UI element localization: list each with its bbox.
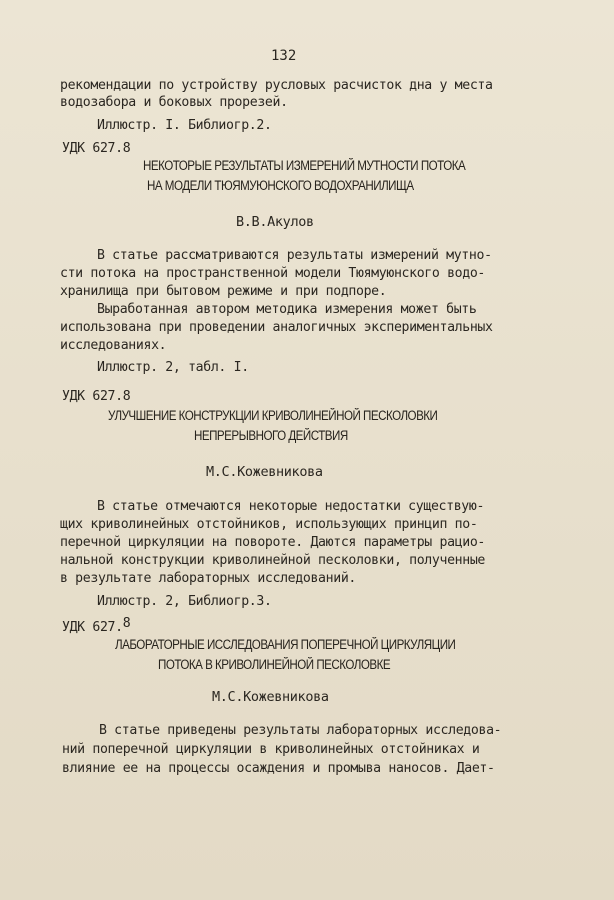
abstract-line: Выработанная автором методика измерения может быть: [97, 302, 477, 317]
abstract-line: В статье отмечаются некоторые недостатки существую-: [97, 499, 485, 514]
article-title-line: НЕПРЕРЫВНОГО ДЕЙСТВИЯ: [194, 428, 348, 443]
udk-code: [62, 616, 131, 636]
page-number: 132: [271, 48, 297, 64]
article-title-line: НЕКОТОРЫЕ РЕЗУЛЬТАТЫ ИЗМЕРЕНИЙ МУТНОСТИ ПОТОКА: [143, 158, 466, 173]
article-title-line: УЛУЧШЕНИЕ КОНСТРУКЦИИ КРИВОЛИНЕЙНОЙ ПЕСКОЛОВКИ: [108, 408, 438, 423]
abstract-line: влияние ее на процессы осаждения и промыва наносов. Дает-: [62, 761, 495, 776]
article-refs: Иллюстр. 2, табл. I.: [97, 360, 249, 375]
abstract-line: нальной конструкции криволинейной песколовки, полученные: [60, 553, 486, 568]
udk-code-base: УДК 627.: [62, 620, 123, 635]
article-refs: Иллюстр. 2, Библиогр.3.: [97, 594, 272, 609]
abstract-line: перечной циркуляции на повороте. Даются параметры рацио-: [60, 535, 486, 550]
abstract-line: в результате лабораторных исследований.: [60, 571, 356, 586]
abstract-line: сти потока на пространственной модели Тюямуюнского водо-: [60, 266, 486, 281]
abstract-line: В статье приведены результаты лабораторных исследова-: [99, 723, 502, 738]
abstract-line: щих криволинейных отстойников, использующих принцип по-: [60, 517, 478, 532]
prev-abstract-line: водозабора и боковых прорезей.: [60, 95, 288, 110]
abstract-line: хранилища при бытовом режиме и при подпоре.: [60, 284, 387, 299]
article-title-line: ПОТОКА В КРИВОЛИНЕЙНОЙ ПЕСКОЛОВКЕ: [158, 657, 391, 672]
article-author: М.С.Кожевникова: [206, 464, 323, 480]
udk-code: УДК 627.8: [62, 389, 131, 404]
article-author: В.В.Акулов: [236, 214, 314, 230]
prev-abstract-line: рекомендации по устройству русловых расчисток дна у места: [60, 78, 493, 93]
article-title-line: ЛАБОРАТОРНЫЕ ИССЛЕДОВАНИЯ ПОПЕРЕЧНОЙ ЦИРКУЛЯЦИИ: [115, 637, 456, 652]
abstract-line: ний поперечной циркуляции в криволинейных отстойниках и: [62, 742, 480, 757]
udk-code-suffix: 8: [122, 616, 131, 631]
abstract-line: исследованиях.: [60, 338, 167, 353]
article-author: М.С.Кожевникова: [212, 689, 329, 705]
abstract-line: В статье рассматриваются результаты измерений мутно-: [97, 248, 492, 263]
article-title-line: НА МОДЕЛИ ТЮЯМУЮНСКОГО ВОДОХРАНИЛИЩА: [147, 178, 414, 193]
prev-refs: Иллюстр. I. Библиогр.2.: [97, 118, 272, 133]
abstract-line: использована при проведении аналогичных экспериментальных: [60, 320, 493, 335]
udk-code: УДК 627.8: [62, 141, 131, 156]
